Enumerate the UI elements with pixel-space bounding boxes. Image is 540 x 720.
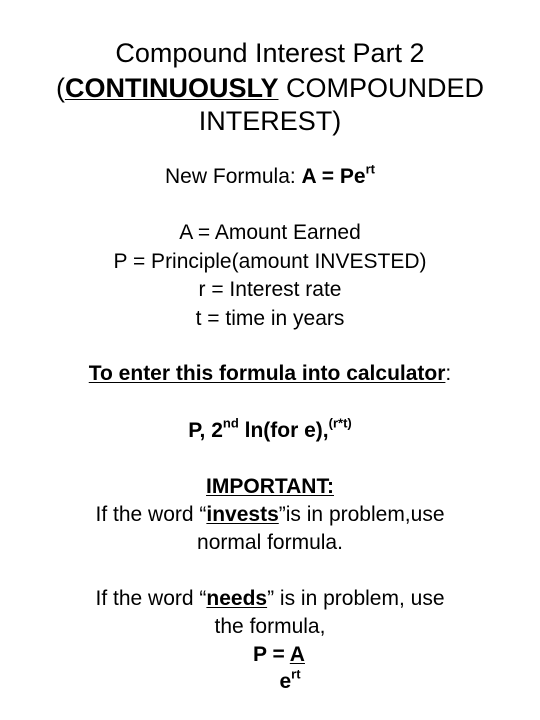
keys-exponent: (r*t)	[328, 415, 352, 431]
invests-line-2: normal formula.	[197, 531, 343, 554]
formula-base: A = Pe	[301, 165, 366, 188]
needs-line-2: the formula,	[214, 615, 326, 638]
new-formula-line	[0, 163, 540, 191]
needs-line-1: If the word “needs” is in problem, use	[95, 587, 445, 610]
title-emphasis: CONTINUOUSLY	[64, 73, 279, 103]
important-heading: IMPORTANT:	[206, 475, 334, 498]
keys-nd: nd	[222, 415, 239, 431]
result-denominator	[0, 668, 540, 696]
result-lhs: P =	[253, 643, 290, 666]
title-line-1	[0, 36, 540, 71]
invests-word: invests	[206, 503, 279, 526]
title-text: Compound Interest Part 2	[115, 38, 425, 68]
result-denominator-exponent: rt	[291, 666, 301, 682]
result-denominator-base: e	[279, 670, 292, 693]
definition-principle: P = Principle(amount INVESTED)	[113, 250, 427, 273]
title-line-2	[0, 71, 540, 106]
needs-word: needs	[206, 587, 268, 610]
title-open-paren: (	[55, 73, 65, 103]
calculator-heading-colon: :	[445, 362, 452, 385]
formula-exponent: rt	[365, 161, 375, 177]
calculator-keystrokes	[0, 417, 540, 445]
definition-rate: r = Interest rate	[198, 278, 342, 301]
calculator-heading-text: To enter this formula into calculator	[88, 362, 446, 385]
result-numerator: A	[289, 643, 305, 666]
definition-time: t = time in years	[195, 307, 345, 330]
title-interest: INTEREST)	[198, 106, 342, 136]
result-formula	[0, 641, 540, 669]
invests-line-1: If the word “invests”is in problem,use	[95, 503, 445, 526]
calculator-heading	[0, 360, 540, 388]
keys-mid: ln(for e),	[238, 419, 329, 442]
new-formula-label: New Formula:	[165, 165, 302, 188]
definition-amount: A = Amount Earned	[179, 221, 361, 244]
title-line-3	[0, 104, 540, 139]
new-formula-expression	[301, 161, 375, 188]
keys-base: P, 2	[188, 419, 223, 442]
title-compounded: COMPOUNDED	[278, 73, 485, 103]
